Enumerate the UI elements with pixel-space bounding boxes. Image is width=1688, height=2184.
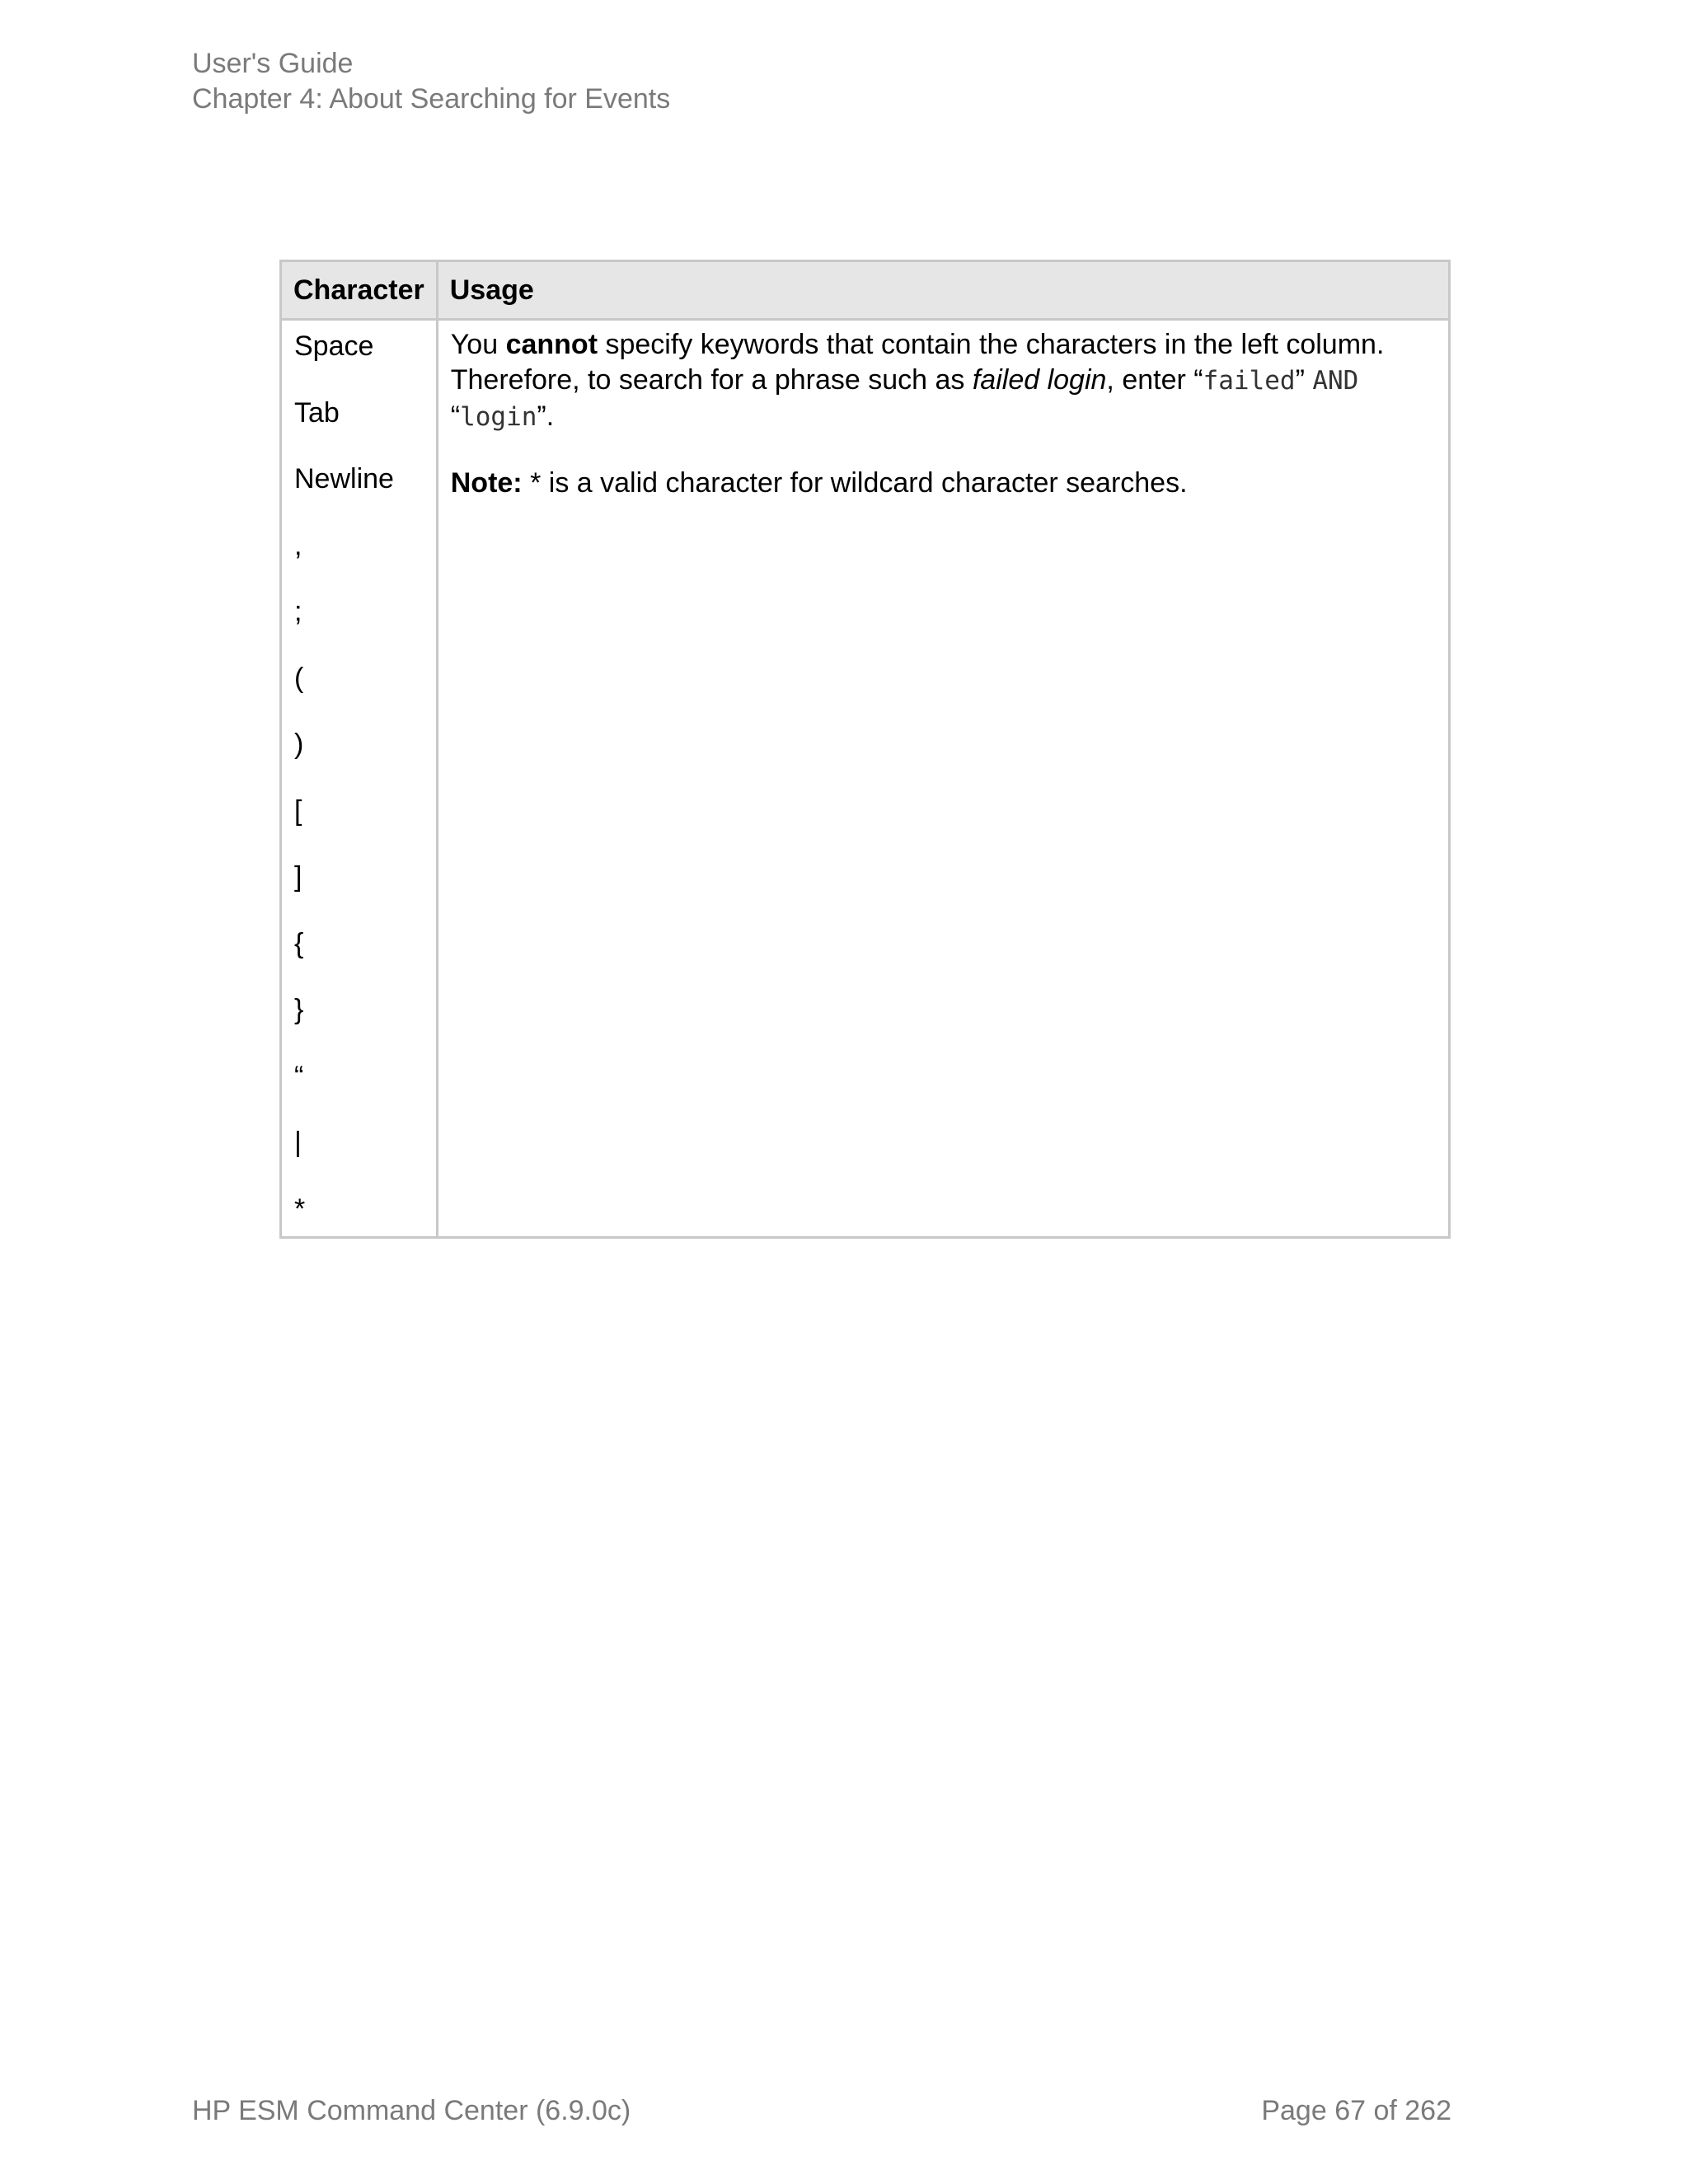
character-list-cell	[281, 320, 438, 1238]
usage-text: specify keywords that contain the characters in the left column. Therefore, to search for a phrase such as	[450, 329, 1385, 396]
usage-emphasis: cannot	[505, 329, 598, 360]
note-paragraph	[451, 466, 1435, 501]
usage-text: ”.	[537, 401, 555, 432]
character-item: ,	[294, 529, 302, 561]
character-item: {	[294, 927, 304, 959]
code-operator: AND	[1312, 366, 1359, 396]
character-item: [	[294, 794, 302, 827]
footer-page-number: Page 67 of 262	[1261, 2095, 1451, 2126]
usage-text: , enter “	[1106, 364, 1203, 396]
character-item: Newline	[294, 463, 394, 494]
character-item: *	[294, 1193, 306, 1225]
special-characters-table	[279, 260, 1451, 1239]
character-item: |	[294, 1127, 302, 1158]
document-title: User's Guide	[192, 48, 354, 79]
usage-text: “	[450, 401, 461, 432]
note-label: Note:	[450, 467, 523, 499]
column-header-character: Character	[281, 261, 438, 320]
running-header	[192, 46, 670, 117]
footer-product: HP ESM Command Center (6.9.0c)	[192, 2095, 631, 2126]
character-item: “	[294, 1060, 304, 1092]
usage-text: You	[450, 329, 506, 360]
character-item: )	[294, 729, 304, 760]
example-phrase: failed login	[972, 364, 1107, 396]
character-item: Tab	[294, 396, 340, 429]
chapter-title: Chapter 4: About Searching for Events	[192, 83, 671, 115]
character-item: ;	[294, 596, 302, 627]
table-row	[281, 320, 1450, 1238]
note-text: * is a valid character for wildcard character searches.	[522, 467, 1188, 499]
character-item: }	[294, 994, 304, 1025]
table-header-row	[281, 261, 1450, 320]
column-header-usage: Usage	[437, 261, 1449, 320]
code-keyword: failed	[1203, 366, 1296, 396]
usage-text: ”	[1295, 364, 1313, 396]
character-item: Space	[294, 330, 374, 362]
character-item: ]	[294, 861, 302, 893]
usage-cell	[437, 320, 1449, 1238]
usage-paragraph	[451, 327, 1435, 435]
code-keyword: login	[460, 402, 537, 432]
character-item: (	[294, 662, 304, 694]
